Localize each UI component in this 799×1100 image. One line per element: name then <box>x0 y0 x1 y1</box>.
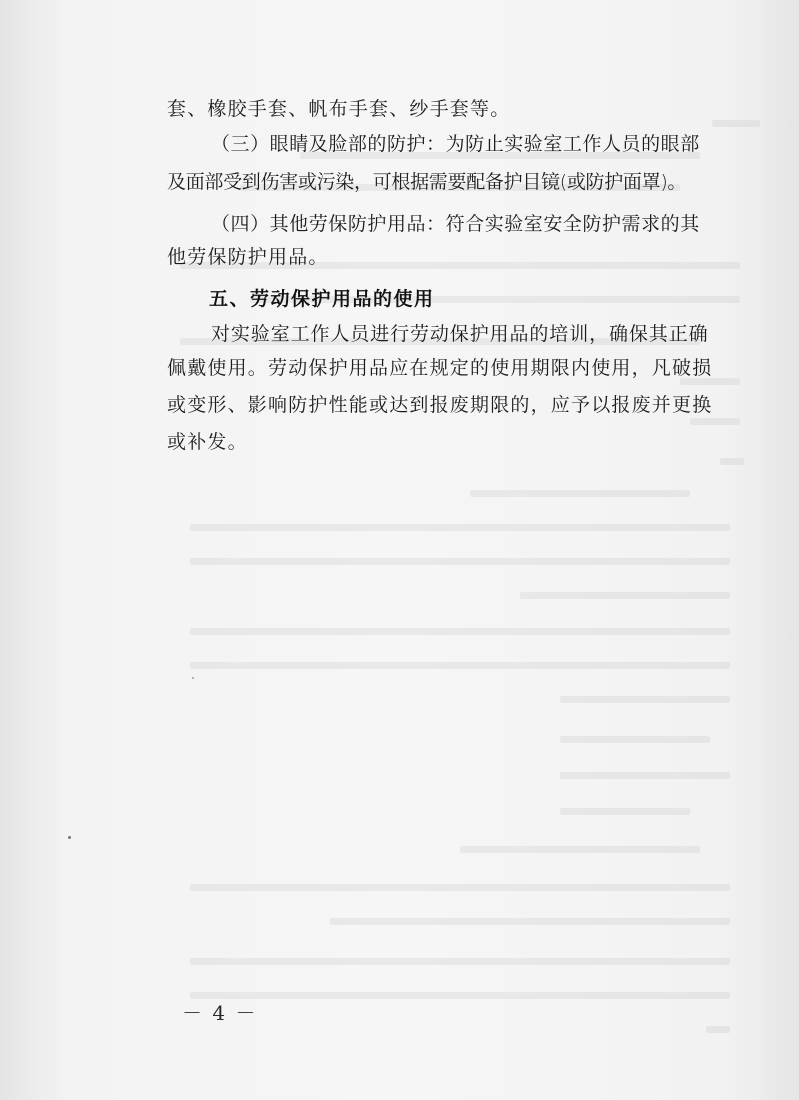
body-line: 套、橡胶手套、帆布手套、纱手套等。 <box>167 98 511 120</box>
edge-shadow <box>759 0 799 1100</box>
paper-speck <box>192 677 194 679</box>
page-number: － 4 － <box>182 1001 258 1025</box>
section-line: 或变形、影响防护性能或达到报废期限的，应予以报废并更换 <box>167 394 713 416</box>
section-heading: 五、劳动保护用品的使用 <box>209 288 435 310</box>
body-line: 及面部受到伤害或污染，可根据需要配备护目镜(或防护面罩)。 <box>167 171 687 193</box>
section-line: 或补发。 <box>167 431 248 453</box>
body-line: （四）其他劳保防护用品：符合实验室安全防护需求的其 <box>211 213 700 235</box>
section-line: 对实验室工作人员进行劳动保护用品的培训，确保其正确 <box>211 323 709 345</box>
binding-shadow <box>0 0 62 1100</box>
paper-speck <box>68 836 71 839</box>
section-line: 佩戴使用。劳动保护用品应在规定的使用期限内使用，凡破损 <box>167 357 713 379</box>
body-line: 他劳保防护用品。 <box>167 246 329 268</box>
body-line: （三）眼睛及脸部的防护：为防止实验室工作人员的眼部 <box>211 133 700 155</box>
